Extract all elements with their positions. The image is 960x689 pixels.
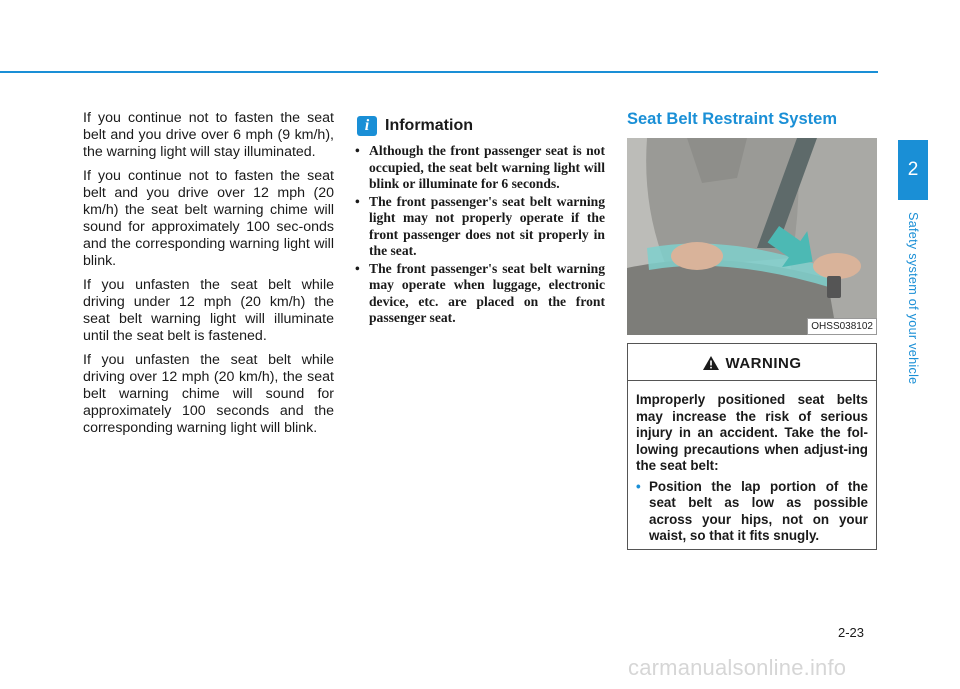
information-title: Information [385,117,473,134]
paragraph: If you unfasten the seat belt while driving over 12 mph (20 km/h), the seat belt warning chime will sound for approximately 100 seconds and the corresponding warning light will blink. [83,352,334,436]
warning-box [627,343,877,550]
page-number: 2-23 [838,625,865,640]
bullet-icon: • [355,143,360,158]
bullet-icon: • [355,193,360,209]
list-item-text: The front passenger's seat belt warning may operate when luggage, electronic device, etc. are placed on the front passenger seat. [369,260,605,325]
chapter-tab [898,140,928,415]
list-item-text: Although the front passenger seat is not occupied, the seat belt warning light will blink or illuminate for 6 seconds. [369,143,605,191]
warning-intro: Improperly positioned seat belts may increase the risk of serious injury in an accident. Take the fol-lowing precautions when adjust-ing the seat belt: [636,392,868,473]
list-item-text: The front passenger's seat belt warning light may not properly operate if the front passenger does not sit properly in the seat. [369,193,605,258]
header-rule [0,71,878,73]
seat-belt-section [627,108,877,550]
seat-belt-photo [627,138,877,335]
information-box [355,113,605,328]
warning-header [628,346,876,380]
warning-bullet-text: Position the lap portion of the seat belt as low as possible across your hips, not on your waist, so that it fits snugly. [649,478,868,543]
warning-triangle-icon [703,356,719,370]
body-text-column [83,110,334,444]
list-item [355,194,605,260]
warning-divider [628,380,876,381]
bullet-icon: • [355,260,360,276]
watermark: carmanualsonline.info [628,655,847,680]
chapter-number: 2 [898,140,928,200]
warning-body [628,380,876,545]
list-item [355,143,605,193]
info-icon: i [357,116,377,136]
paragraph: If you continue not to fasten the seat belt and you drive over 6 mph (9 km/h), the warning light will stay illuminated. [83,110,334,160]
bullet-icon: • [636,478,641,494]
list-item [355,261,605,327]
image-code: OHSS038102 [807,318,877,335]
warning-bullet [636,479,868,545]
warning-label: WARNING [725,354,802,372]
section-title: Seat Belt Restraint System [627,110,837,128]
information-list [355,143,605,327]
paragraph: If you continue not to fasten the seat belt and you drive over 12 mph (20 km/h) the seat belt warning chime will sound for approximately 100 sec-onds and the corresponding warning light will blink. [83,168,334,269]
chapter-title: Safety system of your vehicle [906,212,920,385]
paragraph: If you unfasten the seat belt while driving under 12 mph (20 km/h) the seat belt warning light will illuminate until the seat belt is fastened. [83,277,334,344]
seat-belt-illustration [627,138,877,335]
information-header [355,113,605,139]
